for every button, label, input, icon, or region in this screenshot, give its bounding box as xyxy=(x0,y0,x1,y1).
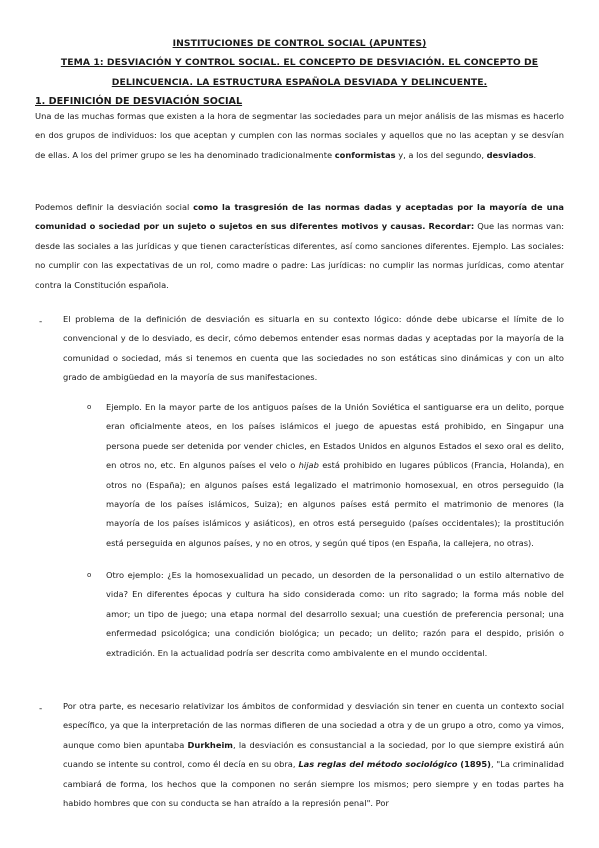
topic-title-line-1: TEMA 1: DESVIACIÓN Y CONTROL SOCIAL. EL CONCEPTO DE DESVIACIÓN. EL CONCEPTO DE xyxy=(60,57,539,68)
paragraph-example-1: Ejemplo. En la mayor parte de los antiguos países de la Unión Soviética el santiguarse era un delito, porque eran oficialmente ateos, en los países islámicos el juego de apuestas está prohibido, en Singapur una persona puede ser detenida por vender chicles, en Estados Unidos en algunos Estados el sexo oral es delito, en otros no, etc. En algunos países el velo o hijab está prohibido en lugares públicos (Francia, Holanda), en otros no (España); en algunos países está legalizado el matrimonio homosexual, en otros perseguido (la mayoría de los países islámicos, Suiza); en algunos países está permito el matrimonio de menores (la mayoría de los países islámicos y asiáticos), en otros está perseguido (países occidentales); la prostitución está perseguida en algunos países, y no en otros, y según qué tipos (en España, la callejera, no otras). xyxy=(106,402,564,548)
section-heading: 1. DEFINICIÓN DE DESVIACIÓN SOCIAL xyxy=(35,96,243,107)
paragraph-intro: Una de las muchas formas que existen a la hora de segmentar las sociedades para un mejor análisis de las mismas es hacerlo en dos grupos de individuos: los que aceptan y cumplen con las normas sociales y aquellos que no las aceptan y se desvían de ellas. A los del primer grupo se les ha denominado tradicionalmente conformistas y, a los del segundo, desviados. xyxy=(35,111,564,160)
paragraph-definition: Podemos definir la desviación social como la trasgresión de las normas dadas y aceptadas por la mayoría de una comunidad o sociedad por un sujeto o sujetos en sus diferentes motivos y causas. Recordar: Que las normas van: desde las sociales a las jurídicas y que tienen características diferentes, así como sanciones diferentes. Ejemplo. Las sociales: no cumplir con las expectativas de un rol, como madre o padre: Las jurídicas: no cumplir las normas jurídicas, como atentar contra la Constitución española. xyxy=(35,202,564,290)
paragraph-problem: El problema de la definición de desviación es situarla en su contexto lógico: dónde debe ubicarse el límite de lo convencional y de lo desviado, es decir, cómo debemos entender esas normas dadas y aceptadas por la mayoría de la comunidad o sociedad, más si tenemos en cuenta que las sociedades no son estáticas sino dinámicas y con un alto grado de ambigüedad en la mayoría de sus manifestaciones. xyxy=(63,314,564,383)
topic-title-line-2: DELINCUENCIA. LA ESTRUCTURA ESPAÑOLA DESVIADA Y DELINCUENTE. xyxy=(111,77,488,88)
dash-marker: - xyxy=(39,704,43,714)
dash-marker: - xyxy=(39,317,43,327)
bullet-marker: o xyxy=(87,403,92,411)
paragraph-durkheim: Por otra parte, es necesario relativizar los ámbitos de conformidad y desviación sin tener en cuenta un contexto social específico, ya que la interpretación de las normas difieren de una sociedad a otra y de un grupo a otro, como ya vimos, aunque como bien apuntaba Durkheim, la desviación es consustancial a la sociedad, por lo que siempre existirá aún cuando se intente su control, como él decía en su obra, Las reglas del método sociológico (1895), "La criminalidad cambiará de forma, los hechos que la componen no serán siempre los mismos; pero siempre y en todas partes ha habido hombres que con su conducta se han atraído a la represión penal". Por xyxy=(63,701,565,809)
document-title: INSTITUCIONES DE CONTROL SOCIAL (APUNTES) xyxy=(172,38,427,49)
paragraph-example-2: Otro ejemplo: ¿Es la homosexualidad un pecado, un desorden de la personalidad o un estilo alternativo de vida? En diferentes épocas y cultura ha sido considerada como: un rito sagrado; la forma más noble del amor; un tipo de juego; una etapa normal del desarrollo sexual; una cuestión de preferencia personal; una enfermedad psicológica; una condición biológica; un pecado; un delito; razón para el despido, prisión o extradición. En la actualidad podría ser descrita como ambivalente en el mundo occidental. xyxy=(106,570,564,658)
bullet-marker: o xyxy=(87,571,92,579)
